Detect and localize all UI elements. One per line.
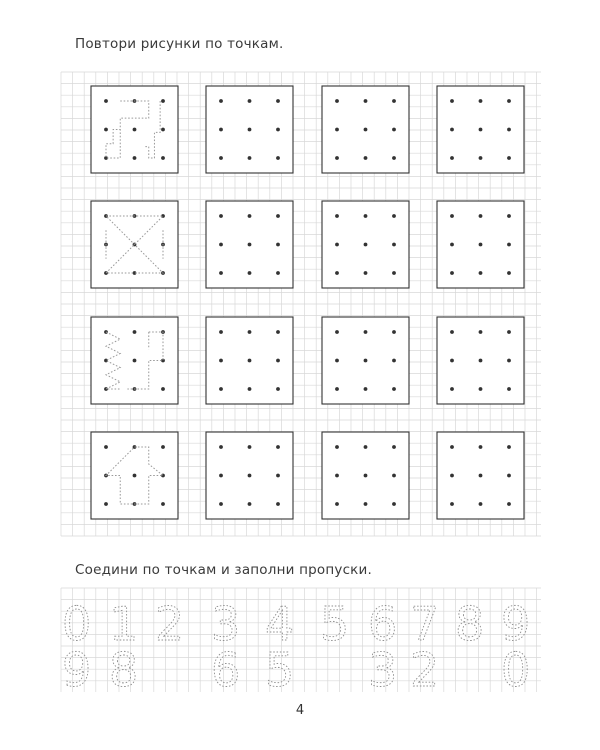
dot bbox=[276, 243, 280, 247]
dot bbox=[507, 214, 511, 218]
dot bbox=[392, 474, 396, 478]
dot bbox=[507, 474, 511, 478]
dot bbox=[161, 156, 165, 160]
dot bbox=[133, 359, 137, 363]
dot bbox=[219, 502, 223, 506]
dot bbox=[479, 359, 483, 363]
dot bbox=[276, 156, 280, 160]
dot bbox=[276, 128, 280, 132]
dot bbox=[335, 156, 339, 160]
tracing-digit: 2 bbox=[155, 597, 185, 651]
tracing-digit: 8 bbox=[109, 643, 139, 697]
dot bbox=[364, 243, 368, 247]
dot bbox=[479, 99, 483, 103]
dot bbox=[507, 128, 511, 132]
tracing-digit: 2 bbox=[410, 643, 440, 697]
dot bbox=[479, 271, 483, 275]
dot bbox=[248, 243, 252, 247]
dot bbox=[248, 99, 252, 103]
dot bbox=[392, 99, 396, 103]
tracing-digit: 8 bbox=[455, 597, 485, 651]
dot bbox=[104, 99, 108, 103]
dot bbox=[335, 502, 339, 506]
dot bbox=[161, 502, 165, 506]
dot bbox=[507, 445, 511, 449]
dot bbox=[248, 128, 252, 132]
dot bbox=[335, 445, 339, 449]
dot-box bbox=[322, 432, 409, 519]
dot bbox=[392, 502, 396, 506]
dot-box bbox=[206, 86, 293, 173]
dot bbox=[219, 387, 223, 391]
dot bbox=[392, 214, 396, 218]
dot bbox=[507, 243, 511, 247]
dot bbox=[364, 99, 368, 103]
dot bbox=[450, 243, 454, 247]
dot bbox=[507, 330, 511, 334]
dot bbox=[392, 330, 396, 334]
dot bbox=[450, 445, 454, 449]
dot bbox=[479, 387, 483, 391]
dot bbox=[161, 445, 165, 449]
dot bbox=[276, 474, 280, 478]
dot-box bbox=[91, 432, 178, 519]
dot-box bbox=[91, 86, 178, 173]
dot bbox=[450, 214, 454, 218]
tracing-digit: 1 bbox=[109, 597, 139, 651]
dot bbox=[450, 128, 454, 132]
dot bbox=[450, 502, 454, 506]
tracing-digit: 3 bbox=[368, 643, 398, 697]
dot bbox=[450, 271, 454, 275]
dot bbox=[276, 271, 280, 275]
dot bbox=[219, 271, 223, 275]
dot bbox=[364, 128, 368, 132]
dot bbox=[276, 445, 280, 449]
dot bbox=[219, 128, 223, 132]
dot bbox=[450, 359, 454, 363]
dot bbox=[364, 502, 368, 506]
dot bbox=[392, 271, 396, 275]
tracing-digit: 3 bbox=[211, 597, 241, 651]
dot bbox=[364, 156, 368, 160]
dot bbox=[479, 445, 483, 449]
dot bbox=[479, 330, 483, 334]
dot bbox=[219, 156, 223, 160]
dot bbox=[364, 271, 368, 275]
dot bbox=[248, 156, 252, 160]
tracing-digit: 5 bbox=[265, 643, 295, 697]
dot bbox=[364, 359, 368, 363]
dot bbox=[335, 271, 339, 275]
dot bbox=[335, 243, 339, 247]
dot bbox=[479, 156, 483, 160]
dot bbox=[392, 128, 396, 132]
dot-box bbox=[437, 201, 524, 288]
dot-box bbox=[322, 86, 409, 173]
dot bbox=[248, 387, 252, 391]
dot-box bbox=[206, 201, 293, 288]
dot bbox=[335, 474, 339, 478]
dot bbox=[161, 128, 165, 132]
dot bbox=[276, 214, 280, 218]
dot bbox=[364, 330, 368, 334]
dot bbox=[450, 387, 454, 391]
dot-box bbox=[206, 432, 293, 519]
dot bbox=[364, 387, 368, 391]
dot bbox=[161, 99, 165, 103]
instruction-repeat-drawings: Повтори рисунки по точкам. bbox=[75, 36, 284, 52]
dot-box bbox=[437, 86, 524, 173]
dot-box bbox=[91, 317, 178, 404]
dot bbox=[161, 387, 165, 391]
dot bbox=[479, 474, 483, 478]
dot-box bbox=[437, 317, 524, 404]
dot bbox=[507, 502, 511, 506]
tracing-digits bbox=[62, 597, 530, 697]
tracing-digit: 4 bbox=[265, 597, 295, 651]
tracing-digit: 6 bbox=[368, 597, 398, 651]
dot bbox=[392, 445, 396, 449]
tracing-digit: 9 bbox=[501, 597, 531, 651]
dot bbox=[276, 502, 280, 506]
dot bbox=[450, 156, 454, 160]
dot bbox=[219, 99, 223, 103]
dot bbox=[450, 474, 454, 478]
dot bbox=[507, 387, 511, 391]
dot bbox=[133, 474, 137, 478]
dot bbox=[133, 156, 137, 160]
dot bbox=[479, 243, 483, 247]
tracing-digit: 0 bbox=[501, 643, 531, 697]
dot bbox=[248, 330, 252, 334]
dot bbox=[507, 271, 511, 275]
dot bbox=[104, 387, 108, 391]
dot-box bbox=[322, 201, 409, 288]
dot bbox=[248, 271, 252, 275]
dot-box bbox=[322, 317, 409, 404]
dot bbox=[104, 445, 108, 449]
dot bbox=[276, 99, 280, 103]
dot bbox=[133, 128, 137, 132]
dot bbox=[450, 99, 454, 103]
dot bbox=[479, 502, 483, 506]
dot bbox=[392, 387, 396, 391]
dot bbox=[507, 359, 511, 363]
dot bbox=[450, 330, 454, 334]
tracing-digit: 0 bbox=[62, 597, 92, 651]
dot bbox=[248, 445, 252, 449]
dot-boxes bbox=[91, 86, 524, 519]
dot bbox=[335, 359, 339, 363]
dot bbox=[248, 474, 252, 478]
tracing-digit: 6 bbox=[211, 643, 241, 697]
dot bbox=[479, 128, 483, 132]
dot bbox=[219, 359, 223, 363]
page-number: 4 bbox=[295, 703, 305, 718]
dot bbox=[248, 359, 252, 363]
dot bbox=[104, 359, 108, 363]
dot bbox=[479, 214, 483, 218]
dot bbox=[507, 99, 511, 103]
dot bbox=[133, 330, 137, 334]
dot bbox=[276, 359, 280, 363]
dot bbox=[248, 502, 252, 506]
dot bbox=[335, 387, 339, 391]
dot bbox=[335, 99, 339, 103]
dot-box bbox=[437, 432, 524, 519]
dot bbox=[364, 474, 368, 478]
dot bbox=[219, 445, 223, 449]
tracing-digit: 5 bbox=[320, 597, 350, 651]
dot bbox=[392, 243, 396, 247]
dot bbox=[104, 502, 108, 506]
dot bbox=[335, 214, 339, 218]
tracing-digit: 7 bbox=[410, 597, 440, 651]
dot bbox=[104, 271, 108, 275]
dot bbox=[364, 214, 368, 218]
dot bbox=[219, 243, 223, 247]
dot bbox=[276, 387, 280, 391]
dot-box bbox=[206, 317, 293, 404]
dot bbox=[219, 214, 223, 218]
dot bbox=[276, 330, 280, 334]
dot bbox=[219, 330, 223, 334]
dot bbox=[335, 330, 339, 334]
dot bbox=[507, 156, 511, 160]
dot bbox=[248, 214, 252, 218]
dot bbox=[219, 474, 223, 478]
instruction-connect-dots: Соедини по точкам и заполни пропуски. bbox=[75, 562, 373, 578]
dot bbox=[104, 128, 108, 132]
dot bbox=[392, 156, 396, 160]
tracing-digit: 9 bbox=[62, 643, 92, 697]
dot bbox=[335, 128, 339, 132]
dot bbox=[364, 445, 368, 449]
dot bbox=[392, 359, 396, 363]
